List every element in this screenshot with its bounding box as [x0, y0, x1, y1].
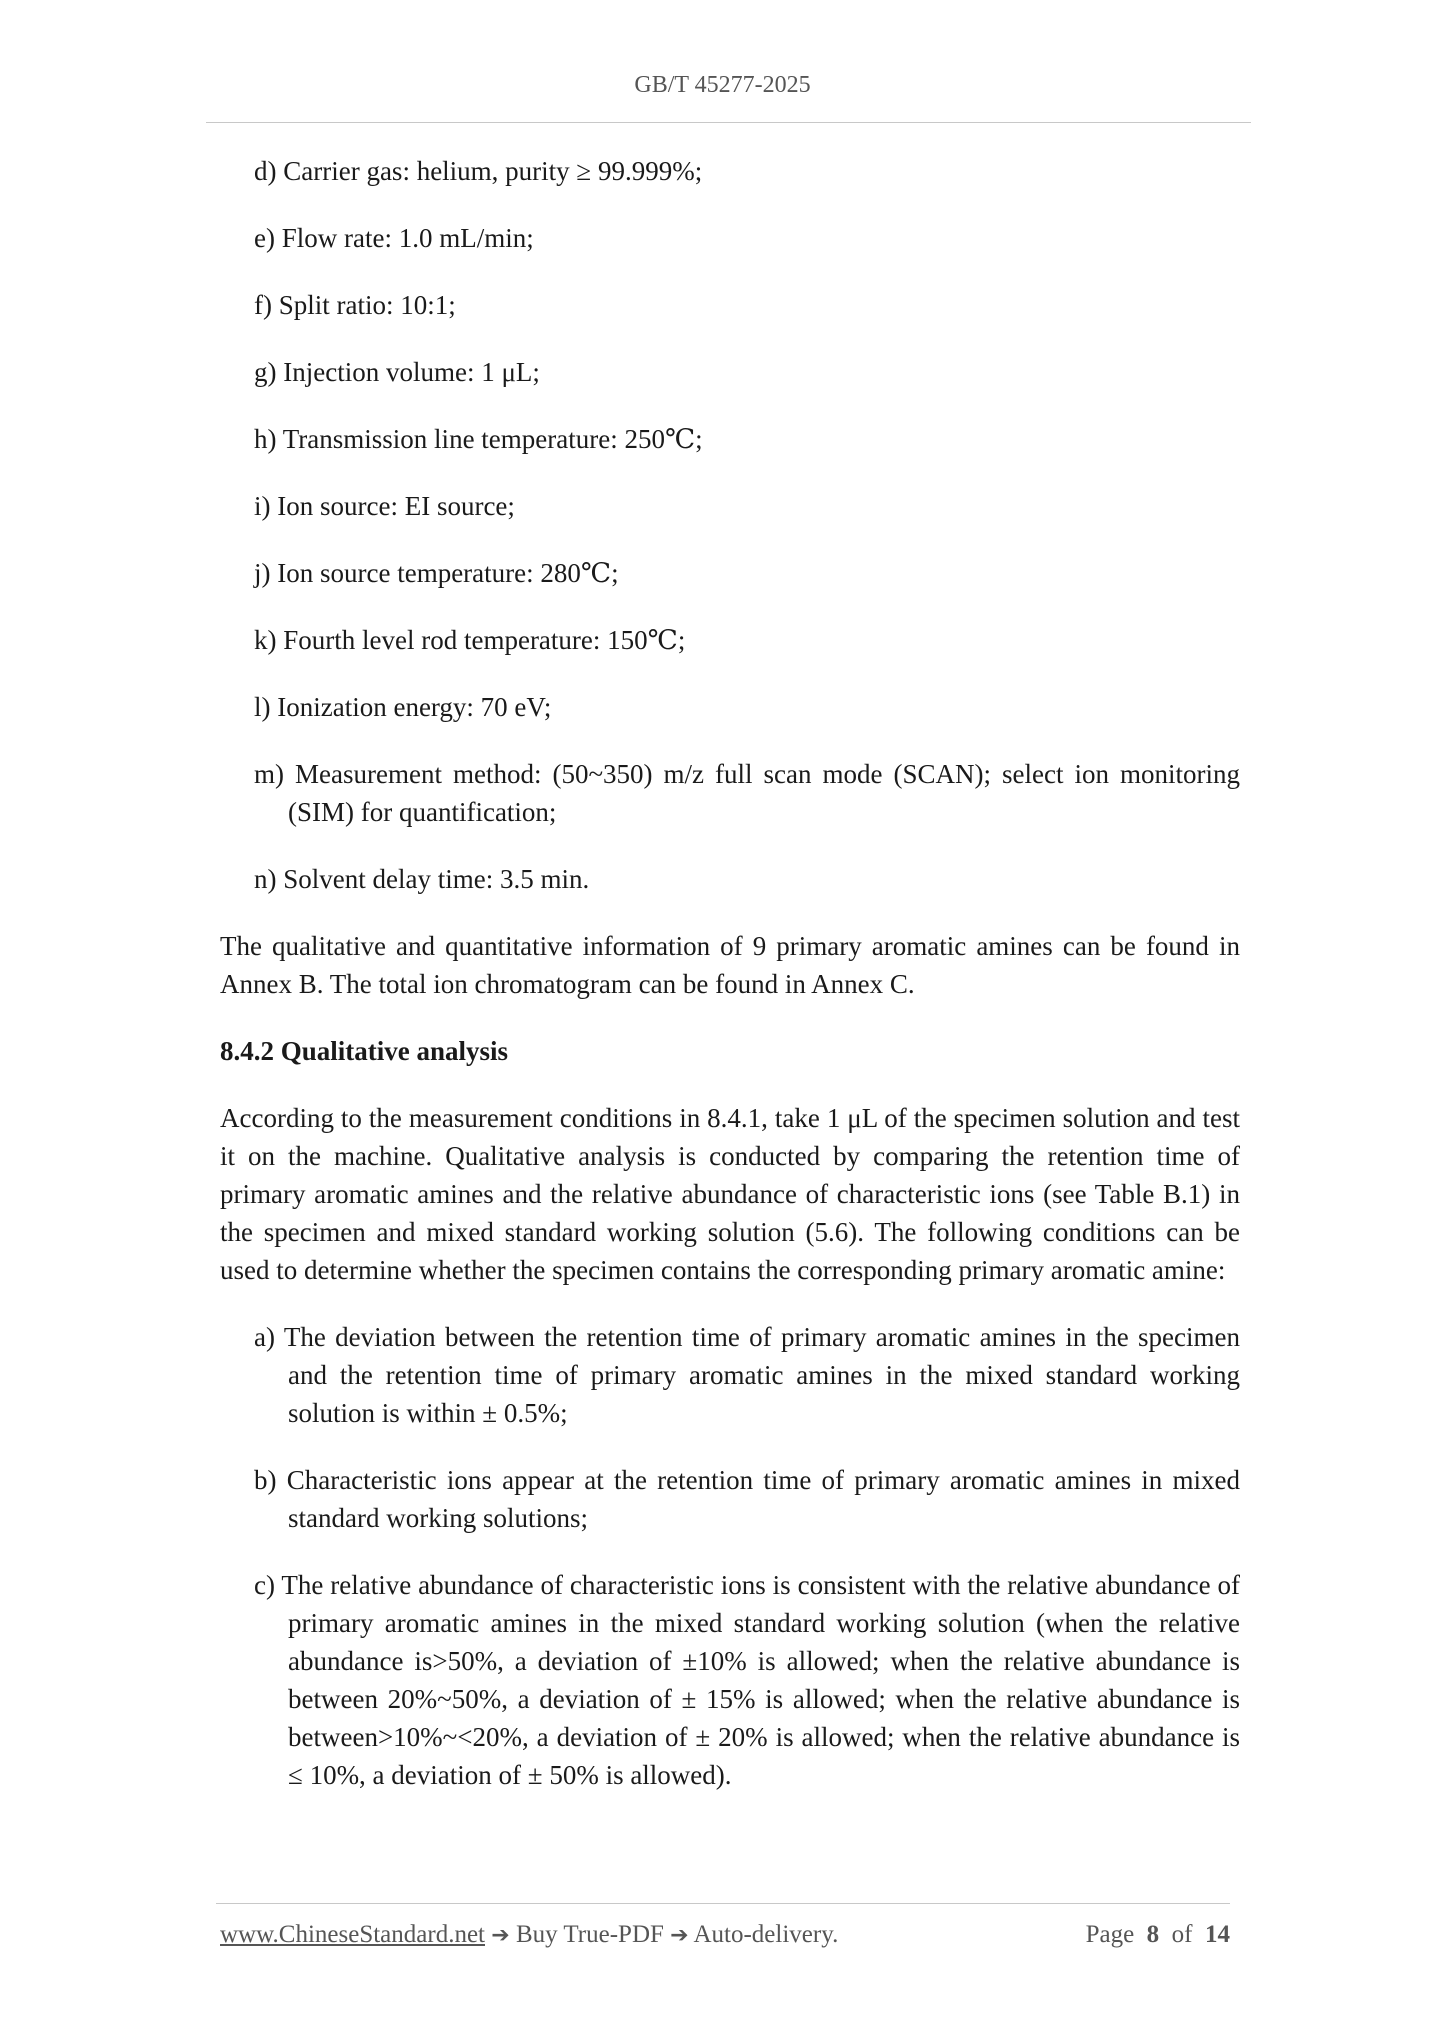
- annex-paragraph: The qualitative and quantitative information of 9 primary aromatic amines can be found in Annex B. The total ion chromatogram can be found in Annex C.: [220, 931, 1240, 999]
- condition-item: [220, 286, 1240, 324]
- page-header-title: GB/T 45277-2025: [634, 72, 811, 98]
- page-word: Page: [1085, 1921, 1135, 1948]
- item-text: Injection volume: 1 μL;: [283, 357, 540, 387]
- item-label: n): [254, 864, 277, 894]
- item-text: Ion source temperature: 280℃;: [277, 558, 619, 588]
- item-text: Fourth level rod temperature: 150℃;: [283, 625, 686, 655]
- item-text: Flow rate: 1.0 mL/min;: [281, 223, 534, 253]
- footer-promo: [220, 1921, 838, 1949]
- item-text: Ionization energy: 70 eV;: [277, 692, 552, 722]
- condition-item: [220, 420, 1240, 458]
- conditions-list: [220, 152, 1240, 898]
- item-text: Characteristic ions appear at the retention time of primary aromatic amines in mixed standard working solutions;: [286, 1465, 1241, 1533]
- total-pages: 14: [1205, 1921, 1230, 1948]
- arrow-right-icon: ➔: [670, 1923, 689, 1948]
- item-label: l): [254, 692, 271, 722]
- item-label: i): [254, 491, 271, 521]
- buy-text: Buy True-PDF: [515, 1921, 664, 1948]
- item-label: e): [254, 223, 275, 253]
- condition-item: [220, 487, 1240, 525]
- condition-item: [220, 860, 1240, 898]
- condition-item: [220, 219, 1240, 257]
- condition-item: [220, 353, 1240, 391]
- item-label: f): [254, 290, 272, 320]
- item-text: The deviation between the retention time of primary aromatic amines in the specimen and the retention time of primary aromatic amines in the mixed standard working solution is within ± 0.5%;: [283, 1322, 1241, 1428]
- item-text: The relative abundance of characteristic ions is consistent with the relative abundance of primary aromatic amines in the mixed standard working solution (when the relative abundance is>50%, a deviation of ±10% is allowed; when the relative abundance is between 20%~50%, a deviation of ± 15% is allowed; when the relative abundance is between>10%~<20%, a deviation of ± 20% is allowed; when the relative abundance is ≤ 10%, a deviation of ± 50% is allowed).: [281, 1570, 1240, 1790]
- item-label: b): [254, 1465, 277, 1495]
- item-label: g): [254, 357, 277, 387]
- item-text: Split ratio: 10:1;: [278, 290, 456, 320]
- of-word: of: [1171, 1921, 1193, 1948]
- qualitative-paragraph: According to the measurement conditions in 8.4.1, take 1 μL of the specimen solution and test it on the machine. Qualitative analysis is conducted by comparing the retention time of primary aromatic amines and the relative abundance of characteristic ions (see Table B.1) in the specimen and mixed standard working solution (5.6). The following conditions can be used to determine whether the specimen contains the corresponding primary aromatic amine:: [220, 1103, 1240, 1285]
- page-footer: [220, 1921, 1230, 1957]
- item-label: m): [254, 759, 284, 789]
- item-text: Measurement method: (50~350) m/z full scan mode (SCAN); select ion monitoring (SIM) for quantification;: [288, 759, 1241, 827]
- website-link[interactable]: www.ChineseStandard.net: [220, 1921, 485, 1948]
- condition-item: [220, 152, 1240, 190]
- page-indicator: [1086, 1921, 1230, 1949]
- item-label: h): [254, 424, 277, 454]
- condition-item: [220, 755, 1240, 831]
- arrow-right-icon: ➔: [491, 1923, 510, 1948]
- item-text: Carrier gas: helium, purity ≥ 99.999%;: [283, 156, 703, 186]
- condition-item: [220, 688, 1240, 726]
- item-label: j): [254, 558, 271, 588]
- page-number: 8: [1146, 1921, 1160, 1948]
- section-heading: 8.4.2 Qualitative analysis: [220, 1036, 509, 1066]
- item-text: Solvent delay time: 3.5 min.: [283, 864, 590, 894]
- item-text: Ion source: EI source;: [277, 491, 515, 521]
- condition-item: [220, 554, 1240, 592]
- criteria-list: [220, 1318, 1240, 1794]
- item-label: d): [254, 156, 277, 186]
- footer-divider: [216, 1903, 1230, 1904]
- criterion-item: [220, 1318, 1240, 1432]
- item-label: a): [254, 1322, 275, 1352]
- document-body: [220, 152, 1240, 1823]
- condition-item: [220, 621, 1240, 659]
- item-label: c): [254, 1570, 275, 1600]
- item-text: Transmission line temperature: 250℃;: [282, 424, 703, 454]
- criterion-item: [220, 1566, 1240, 1794]
- header-divider: [206, 122, 1251, 123]
- delivery-text: Auto-delivery.: [693, 1921, 839, 1948]
- item-label: k): [254, 625, 277, 655]
- criterion-item: [220, 1461, 1240, 1537]
